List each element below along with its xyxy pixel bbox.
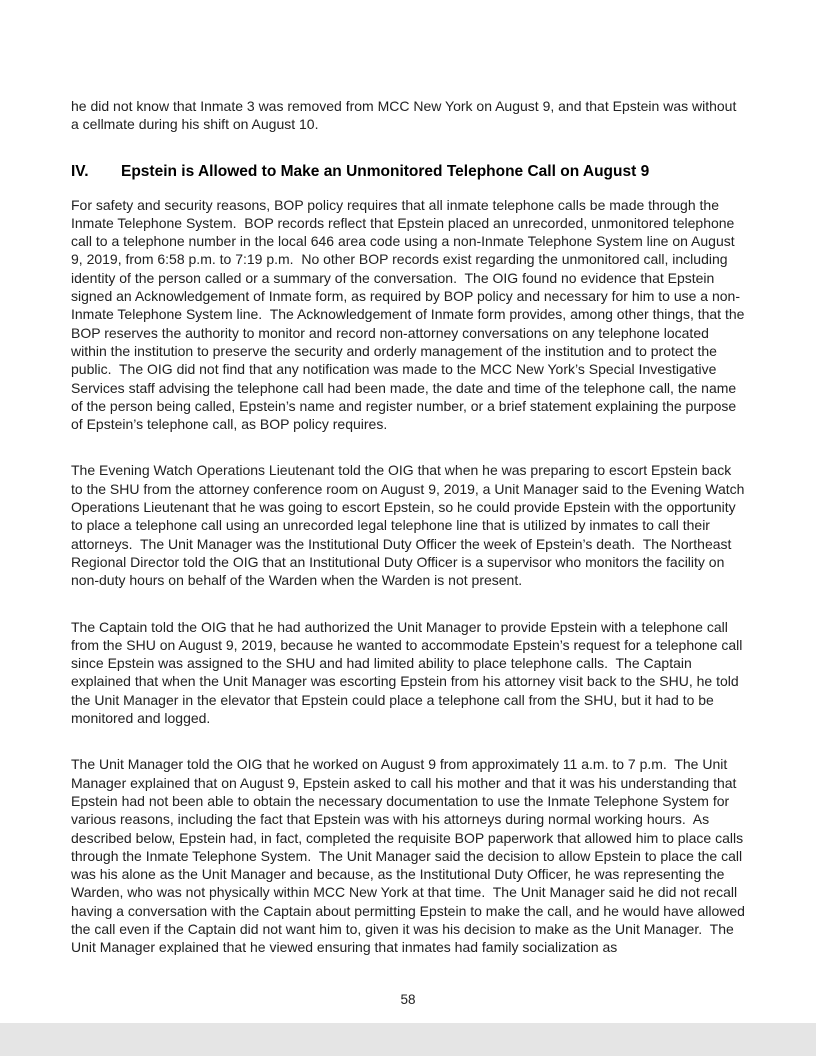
section-number: IV. xyxy=(71,162,89,180)
continuation-paragraph: he did not know that Inmate 3 was removed from MCC New York on August 9, and that Epstein was without a cellmate during his shift on August 10. xyxy=(71,98,741,133)
page-content xyxy=(71,97,749,985)
section-heading xyxy=(71,162,745,182)
paragraph: For safety and security reasons, BOP policy requires that all inmate telephone calls be made through the Inmate Telephone System. BOP records reflect that Epstein placed an unrecorded, unmonitored telephone call to a telephone number in the local 646 area code using a non-Inmate Telephone System line on August 9, 2019, from 6:58 p.m. to 7:19 p.m. No other BOP records exist regarding the unmonitored call, including identity of the person called or a summary of the conversation. The OIG found no evidence that Epstein signed an Acknowledgement of Inmate form, as required by BOP policy and necessary for him to use a non-Inmate Telephone System line. The Acknowledgement of Inmate form provides, among other things, that the BOP reserves the authority to monitor and record non-attorney conversations on any telephone located within the institution to preserve the security and orderly management of the institution and to protect the public. The OIG did not find that any notification was made to the MCC New York’s Special Investigative Services staff advising the telephone call had been made, the date and time of the telephone call, the name of the person being called, Epstein’s name and register number, or a brief statement explaining the purpose of Epstein’s telephone call, as BOP policy requires. xyxy=(71,196,749,433)
paragraph: The Captain told the OIG that he had authorized the Unit Manager to provide Epstein with a telephone call from the SHU on August 9, 2019, because he wanted to accommodate Epstein’s request for a telephone call since Epstein was assigned to the SHU and had limited ability to place telephone calls. The Captain explained that when the Unit Manager was escorting Epstein from his attorney visit back to the SHU, he told the Unit Manager in the elevator that Epstein could place a telephone call from the SHU, but it had to be monitored and logged. xyxy=(71,618,747,727)
page-footer xyxy=(0,992,816,1007)
paragraph: The Unit Manager told the OIG that he worked on August 9 from approximately 11 a.m. to 7 p.m. The Unit Manager explained that on August 9, Epstein asked to call his mother and that it was his understanding that Epstein had not been able to obtain the necessary documentation to use the Inmate Telephone System for various reasons, including the fact that Epstein was with his attorneys during normal working hours. As described below, Epstein had, in fact, completed the requisite BOP paperwork that allowed him to place calls through the Inmate Telephone System. The Unit Manager said the decision to allow Epstein to place the call was his alone as the Unit Manager and because, as the Institutional Duty Officer, he was representing the Warden, who was not physically within MCC New York at that time. The Unit Manager said he did not recall having a conversation with the Captain about permitting Epstein to make the call, and he would have allowed the call even if the Captain did not want him to, given it was his decision to make as the Unit Manager. The Unit Manager explained that he viewed ensuring that inmates had family socialization as xyxy=(71,756,749,956)
page-number: 58 xyxy=(400,992,416,1007)
paragraph: The Evening Watch Operations Lieutenant told the OIG that when he was preparing to escort Epstein back to the SHU from the attorney conference room on August 9, 2019, a Unit Manager said to the Evening Watch Operations Lieutenant that he was going to escort Epstein, so he could provide Epstein with the opportunity to place a telephone call using an unrecorded legal telephone line that is utilized by inmates to call their attorneys. The Unit Manager was the Institutional Duty Officer the week of Epstein’s death. The Northeast Regional Director told the OIG that an Institutional Duty Officer is a supervisor who monitors the facility on non-duty hours on behalf of the Warden when the Warden is not present. xyxy=(71,462,749,589)
section-title: Epstein is Allowed to Make an Unmonitored Telephone Call on August 9 xyxy=(121,162,650,180)
bottom-gray-bar xyxy=(0,1023,816,1056)
